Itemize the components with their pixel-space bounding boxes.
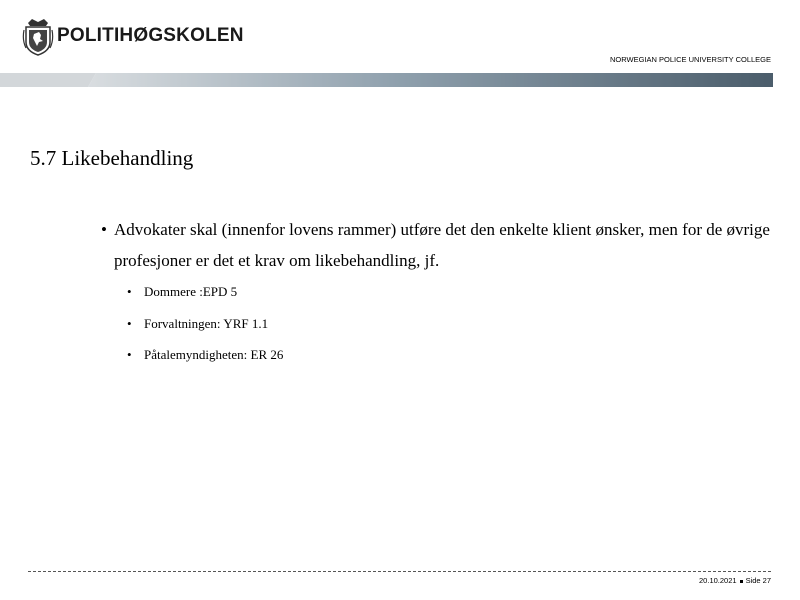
page-number: Side 27 <box>745 576 771 585</box>
sub-bullet-text: Forvaltningen: YRF 1.1 <box>144 315 269 331</box>
sub-bullet-item <box>127 347 783 363</box>
sub-bullet-list <box>127 284 783 363</box>
separator-square-icon <box>740 580 743 583</box>
header-banner <box>0 73 773 87</box>
sub-bullet-text: Påtalemyndigheten: ER 26 <box>144 347 284 362</box>
brand-name: POLITIHØGSKOLEN <box>57 25 244 46</box>
bullet-dot-icon: • <box>127 284 132 299</box>
footer-info <box>699 576 771 585</box>
footer-divider <box>28 571 771 572</box>
bullet-text: Advokater skal (innenfor lovens rammer) utføre det den enkelte klient ønsker, men for de øvrige profesjoner er det et krav om likebehandling, jf. <box>114 220 770 270</box>
bullet-dot-icon: • <box>127 347 132 362</box>
bullet-item <box>103 214 783 276</box>
bullet-list <box>103 214 783 379</box>
tagline: NORWEGIAN POLICE UNIVERSITY COLLEGE <box>609 55 771 64</box>
bullet-dot-icon: • <box>101 220 107 239</box>
sub-bullet-item <box>127 284 783 300</box>
slide-title: 5.7 Likebehandling <box>30 146 194 170</box>
footer-date: 20.10.2021 <box>699 576 737 585</box>
police-crest-icon <box>22 18 54 56</box>
bullet-dot-icon: • <box>127 315 132 331</box>
sub-bullet-text: Dommere :EPD 5 <box>144 284 238 299</box>
sub-bullet-item <box>127 316 783 332</box>
